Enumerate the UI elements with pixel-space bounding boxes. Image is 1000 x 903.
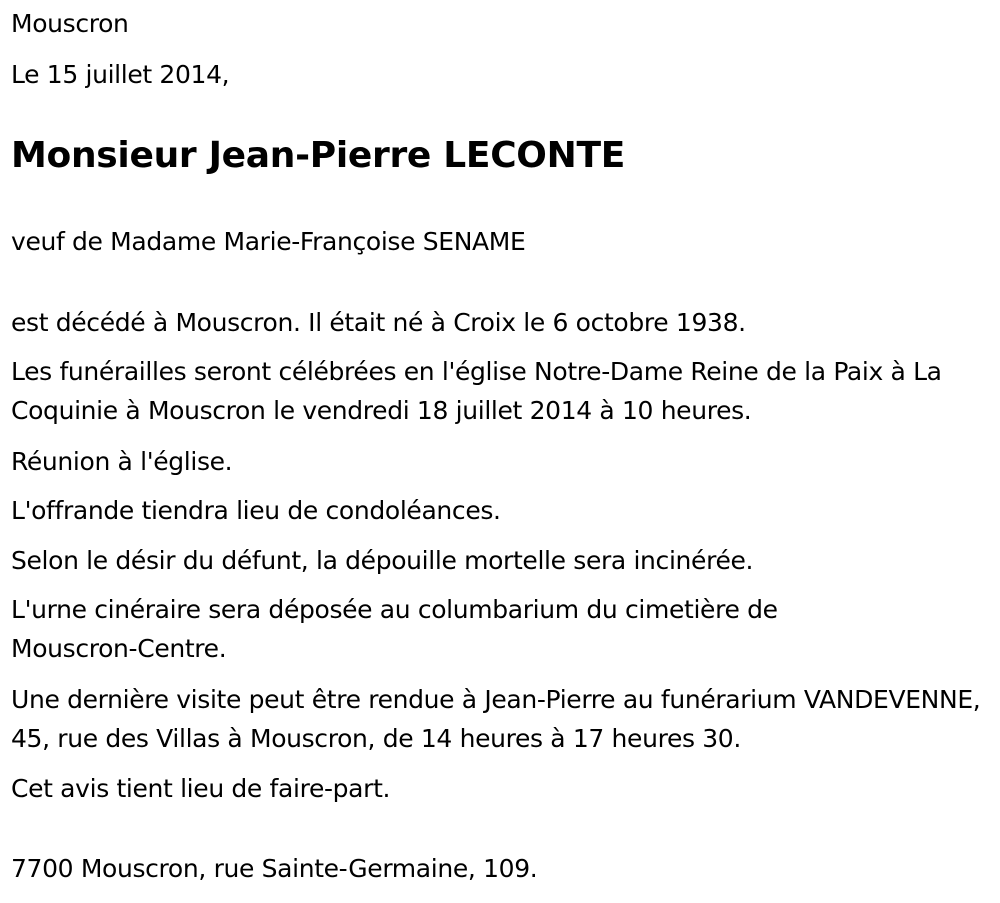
announcement-note: Cet avis tient lieu de faire-part.: [11, 774, 391, 803]
gathering-note: Réunion à l'église.: [11, 447, 233, 476]
town-label: Mouscron: [11, 9, 129, 38]
spouse-line: veuf de Madame Marie-Françoise SENAME: [11, 227, 526, 256]
cremation-note: Selon le désir du défunt, la dépouille mortelle sera incinérée.: [11, 546, 754, 575]
deceased-name: Monsieur Jean-Pierre LECONTE: [11, 135, 625, 176]
funeral-details: Les funérailles seront célébrées en l'église Notre-Dame Reine de la Paix à La Coquinie à Mouscron le vendredi 18 juillet 2014 à 10 heures.: [11, 357, 942, 425]
family-address: 7700 Mouscron, rue Sainte-Germaine, 109.: [11, 854, 538, 883]
death-statement: est décédé à Mouscron. Il était né à Croix le 6 octobre 1938.: [11, 308, 746, 337]
visitation-details: Une dernière visite peut être rendue à Jean-Pierre au funérarium VANDEVENNE, 45, rue des Villas à Mouscron, de 14 heures à 17 heures 30.: [11, 685, 981, 753]
urn-note: L'urne cinéraire sera déposée au columbarium du cimetière de Mouscron-Centre.: [11, 595, 778, 663]
offering-note: L'offrande tiendra lieu de condoléances.: [11, 496, 501, 525]
notice-date: Le 15 juillet 2014,: [11, 60, 230, 89]
